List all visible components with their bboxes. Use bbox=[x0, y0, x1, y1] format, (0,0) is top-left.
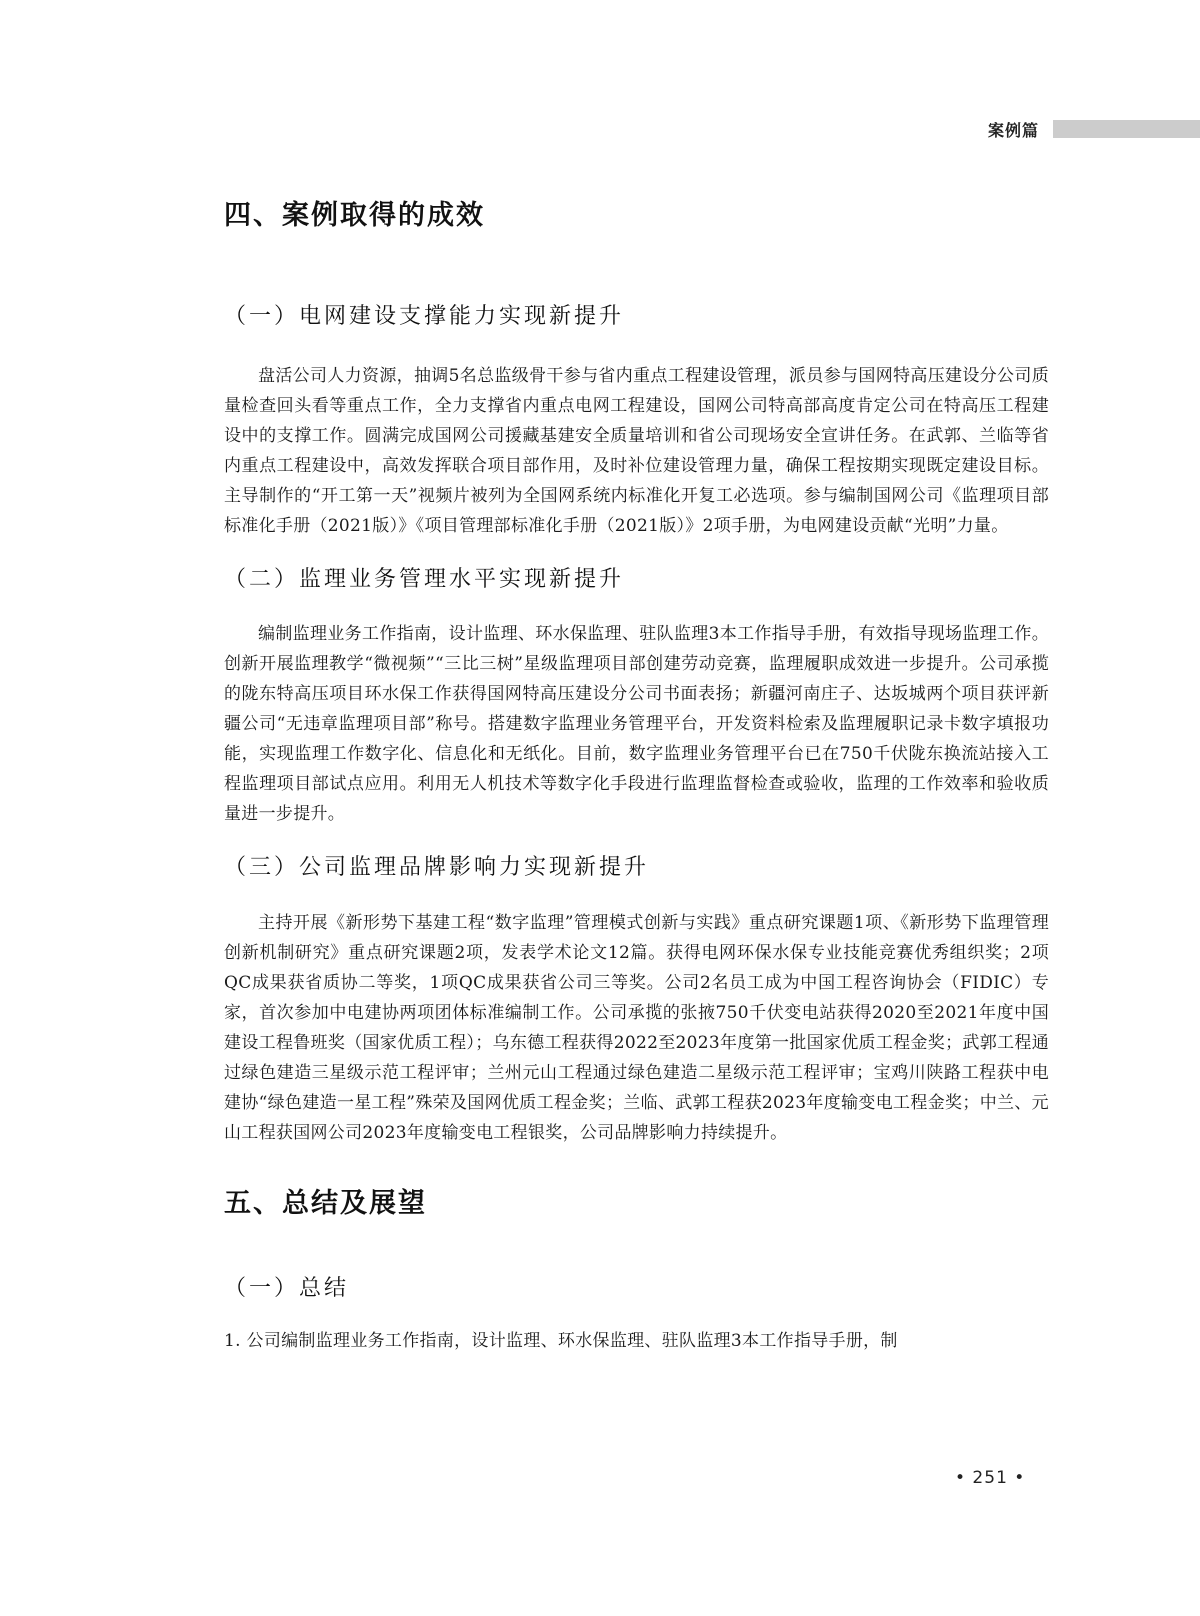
section-4-title: 四、案例取得的成效 bbox=[224, 200, 485, 231]
subsection-4-2-title: （二）监理业务管理水平实现新提升 bbox=[224, 566, 625, 592]
header-bar bbox=[1053, 120, 1200, 138]
page-number: • 251 • bbox=[955, 1468, 1026, 1488]
subsection-4-3-title: （三）公司监理品牌影响力实现新提升 bbox=[224, 855, 650, 881]
subsection-4-1-title: （一）电网建设支撑能力实现新提升 bbox=[224, 304, 625, 330]
subsection-4-3-text: 主持开展《新形势下基建工程“数字监理”管理模式创新与实践》重点研究课题1项、《新形势下监理管理创新机制研究》重点研究课题2项，发表学术论文12篇。获得电网环保水保专业技能竞赛优秀组织奖；2项QC成果获省质协二等奖，1项QC成果获省公司三等奖。公司2名员工成为中国工程咨询协会（FIDIC）专家，首次参加中电建协两项团体标准编制工作。公司承揽的张掖750千伏变电站获得2020至2021年度中国建设工程鲁班奖（国家优质工程）；乌东德工程获得2022至2023年度第一批国家优质工程金奖；武郭工程通过绿色建造三星级示范工程评审；兰州元山工程通过绿色建造二星级示范工程评审；宝鸡川陕路工程获中电建协“绿色建造一星工程”殊荣及国网优质工程金奖；兰临、武郭工程获2023年度输变电工程金奖；中兰、元山工程获国网公司2023年度输变电工程银奖，公司品牌影响力持续提升。 bbox=[224, 912, 1049, 1143]
subsection-4-1-text: 盘活公司人力资源，抽调5名总监级骨干参与省内重点工程建设管理，派员参与国网特高压建设分公司质量检查回头看等重点工作，全力支撑省内重点电网工程建设，国网公司特高部高度肯定公司在特高压工程建设中的支撑工作。圆满完成国网公司援藏基建安全质量培训和省公司现场安全宣讲任务。在武郭、兰临等省内重点工程建设中，高效发挥联合项目部作用，及时补位建设管理力量，确保工程按期实现既定建设目标。主导制作的“开工第一天”视频片被列为全国网系统内标准化开复工必选项。参与编制国网公司《监理项目部标准化手册（2021版）》《项目管理部标准化手册（2021版）》2项手册，为电网建设贡献“光明”力量。 bbox=[224, 365, 1049, 536]
section-5-title: 五、总结及展望 bbox=[224, 1187, 427, 1219]
page-content bbox=[224, 200, 1049, 1356]
subsection-5-1-title: （一）总结 bbox=[224, 1275, 350, 1301]
subsection-4-2-text: 编制监理业务工作指南，设计监理、环水保监理、驻队监理3本工作指导手册，有效指导现场监理工作。创新开展监理教学“微视频”“三比三树”星级监理项目部创建劳动竞赛，监理履职成效进一步提升。公司承揽的陇东特高压项目环水保工作获得国网特高压建设分公司书面表扬；新疆河南庄子、达坂城两个项目获评新疆公司“无违章监理项目部”称号。搭建数字监理业务管理平台，开发资料检索及监理履职记录卡数字填报功能，实现监理工作数字化、信息化和无纸化。目前，数字监理业务管理平台已在750千伏陇东换流站接入工程监理项目部试点应用。利用无人机技术等数字化手段进行监理监督检查或验收，监理的工作效率和验收质量进一步提升。 bbox=[224, 624, 1049, 825]
chapter-label: 案例篇 bbox=[988, 121, 1040, 140]
subsection-5-1-text: 1. 公司编制监理业务工作指南，设计监理、环水保监理、驻队监理3本工作指导手册，制 bbox=[224, 1331, 898, 1352]
